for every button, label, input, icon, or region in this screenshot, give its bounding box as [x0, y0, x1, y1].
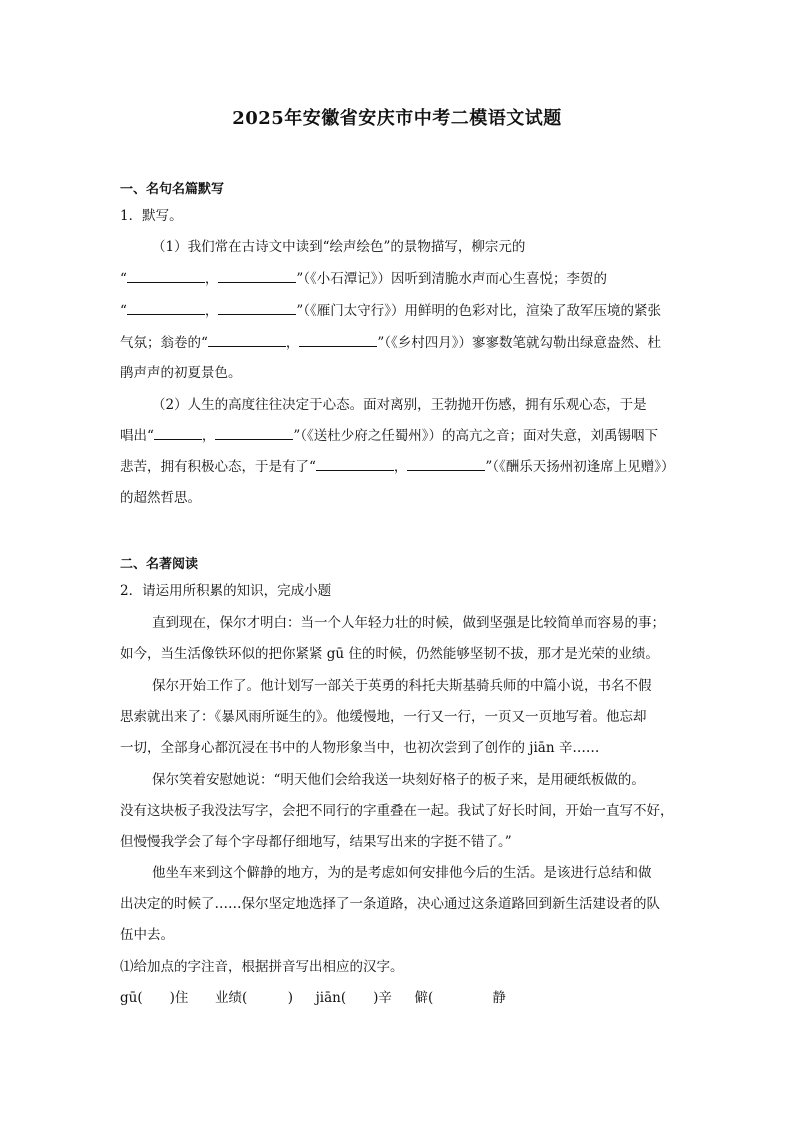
- text-span: ”（《小石潭记》）因听到清脆水声而心生喜悦；李贺的: [296, 271, 608, 287]
- question-1-label: 1．默写。: [120, 208, 183, 224]
- text-span: ，: [393, 459, 408, 475]
- paragraph-text: （1）我们常在古诗文中读到“绘声绘色”的景物描写，柳宗元的: [152, 239, 526, 255]
- reading-text: 但慢慢我学会了每个字母都仔细地写，结果写出来的字挺不错了。”: [120, 834, 512, 850]
- answer-blank[interactable]: [127, 270, 205, 283]
- text-span: “: [120, 303, 127, 319]
- text-span: ”（《雁门太守行》）用鲜明的色彩对比，渲染了敌军压境的紧张: [296, 303, 662, 319]
- reading-text: 直到现在，保尔才明白：当一个人年轻力壮的时候，做到坚强是比较简单而容易的事；: [152, 615, 665, 631]
- answer-blank[interactable]: [127, 302, 205, 315]
- answer-blank[interactable]: [208, 334, 286, 347]
- reading-text: 他坐车来到这个僻静的地方，为的是考虑如何安排他今后的生活。是该进行总结和做: [152, 865, 652, 881]
- reading-text: 如今，当生活像铁环似的把你紧紧 gū 住的时候，仍然能够坚韧不拔，那才是光荣的业绩。: [120, 646, 659, 662]
- text-span: ”（《送杜少府之任蜀州》）的高亢之音；面对失意，刘禹锡咽下: [293, 428, 659, 444]
- answer-blank[interactable]: [316, 458, 394, 471]
- fill-gu[interactable]: gū( )住: [120, 990, 189, 1006]
- page-title: 2025年安徽省安庆市中考二模语文试题: [232, 108, 562, 129]
- reading-text: 思索就出来了：《暴风雨所诞生的》。他缓慢地，一行又一行，一页又一页地写着。他忘却: [120, 709, 647, 725]
- fill-yeji[interactable]: 业绩( ): [214, 990, 294, 1006]
- question-2-label: 2．请运用所积累的知识，完成小题: [120, 583, 332, 599]
- text-span: ，: [285, 335, 300, 351]
- fill-row: [120, 989, 506, 1007]
- paragraph-text: [120, 334, 661, 352]
- reading-text: 出决定的时候了……保尔坚定地选择了一条道路，决心通过这条道路回到新生活建设者的队: [120, 896, 660, 912]
- text-span: ，: [204, 303, 219, 319]
- sub-question-1: ⑴给加点的字注音，根据拼音写出相应的汉字。: [120, 959, 404, 975]
- text-span: “: [120, 271, 127, 287]
- answer-blank[interactable]: [154, 427, 202, 440]
- paragraph-text: [120, 458, 675, 476]
- paragraph-text: 的超然哲思。: [120, 490, 201, 506]
- paragraph-text: [120, 270, 607, 288]
- answer-blank[interactable]: [215, 427, 293, 440]
- text-span: ”（《乡村四月》）寥寥数笔就勾勒出绿意盎然、杜: [377, 335, 662, 351]
- paragraph-text: 鹃声声的初夏景色。: [120, 365, 242, 381]
- answer-blank[interactable]: [218, 270, 296, 283]
- section-heading-1: 一、名句名篇默写: [120, 182, 225, 197]
- paragraph-text: [120, 427, 658, 445]
- answer-blank[interactable]: [299, 334, 377, 347]
- answer-blank[interactable]: [407, 458, 485, 471]
- answer-blank[interactable]: [218, 302, 296, 315]
- text-span: ，: [201, 428, 216, 444]
- text-span: 气氛；翁卷的“: [120, 335, 208, 351]
- text-span: ，: [204, 271, 219, 287]
- reading-text: 一切，全部身心都沉浸在书中的人物形象当中，也初次尝到了创作的 jiān 辛……: [120, 740, 600, 756]
- paragraph-text: （2）人生的高度往往决定于心态。面对离别，王勃抛开伤感，拥有乐观心态，于是: [152, 397, 647, 413]
- text-span: ”（《酬乐天扬州初逢席上见赠》）: [485, 459, 675, 475]
- paragraph-text: [120, 302, 661, 320]
- text-span: 唱出“: [120, 428, 154, 444]
- fill-pi[interactable]: 僻(: [414, 990, 474, 1006]
- reading-text: 伍中去。: [120, 927, 174, 943]
- fill-jian[interactable]: jiān( )辛: [315, 990, 392, 1006]
- reading-text: 没有这块板子我没法写字，会把不同行的字重叠在一起。我试了好长时间，开始一直写不好，: [120, 803, 674, 819]
- fill-jing: 静: [492, 990, 506, 1006]
- reading-text: 保尔开始工作了。他计划写一部关于英勇的科托夫斯基骑兵师的中篇小说，书名不假: [152, 678, 652, 694]
- reading-text: 保尔笑着安慰她说：“明天他们会给我送一块刻好格子的板子来，是用硬纸板做的。: [152, 772, 645, 788]
- section-heading-2: 二、名著阅读: [120, 557, 199, 572]
- text-span: 悲苦，拥有积极心态，于是有了“: [120, 459, 316, 475]
